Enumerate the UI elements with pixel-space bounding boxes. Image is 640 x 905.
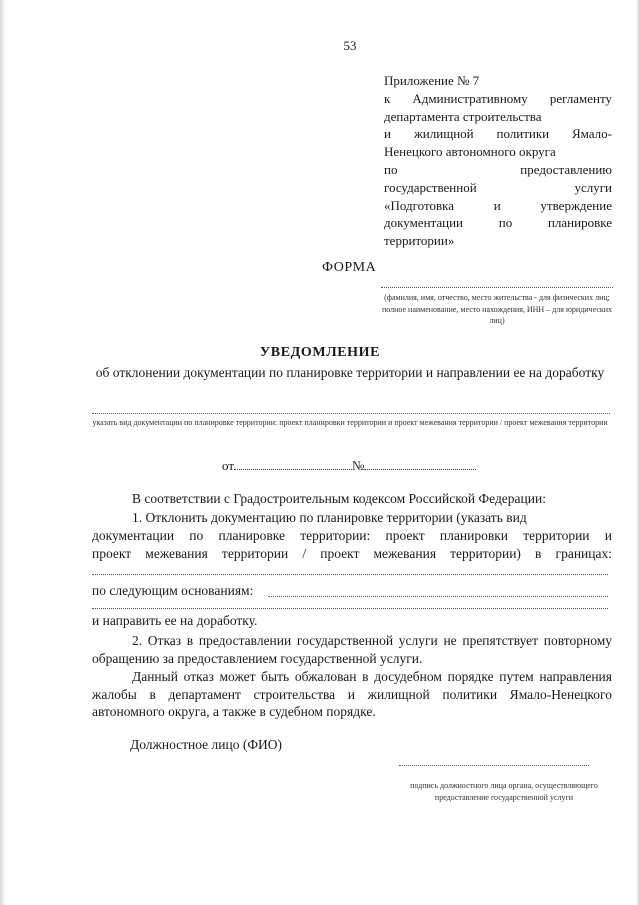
page-right-edge <box>636 0 640 905</box>
number-label: № <box>352 458 365 473</box>
grounds-label: по следующим основаниям: <box>92 583 254 598</box>
number-field[interactable] <box>364 459 476 470</box>
intro-paragraph: В соответствии с Градостроительным кодексом Российской Федерации: <box>132 491 546 506</box>
document-title: УВЕДОМЛЕНИЕ <box>259 345 381 360</box>
item1-line: 1. Отклонить документацию по планировке территории (указать вид <box>132 510 527 525</box>
return-text: и направить ее на доработку. <box>92 613 258 628</box>
appendix-line: к Административному регламенту <box>384 90 612 106</box>
boundaries-field[interactable] <box>92 574 608 575</box>
appendix-line: территории» <box>384 233 455 249</box>
appeal-paragraph: Данный отказ может быть обжалован в досудебном порядке путем направления жалобы в департамент строительства и жилищной политики Ямало-Ненецкого автономного округа, а также в судебном порядке. <box>92 669 612 719</box>
official-label: Должностное лицо (ФИО) <box>130 737 283 752</box>
doc-type-note: указать вид документации по планировке территории: проект планировки территории и проект межевания территории / проект межевания территории <box>92 418 608 427</box>
doc-type-field[interactable] <box>92 413 610 414</box>
appendix-line: по предоставлению <box>384 161 612 177</box>
date-field[interactable] <box>234 459 352 470</box>
grounds-field[interactable] <box>268 596 608 597</box>
signature-field[interactable] <box>399 765 589 766</box>
item1-line: документации по планировке территории: проект планировки территории и <box>92 528 612 543</box>
appendix-line: и жилищной политики Ямало- <box>384 126 612 142</box>
appendix-line: «Подготовка и утверждение <box>384 197 612 213</box>
appendix-line: государственной услуги <box>384 179 612 195</box>
item2-paragraph: 2. Отказ в предоставлении государственной услуги не препятствует повторному обращению за предоставлением государственной услуги. <box>92 633 612 666</box>
signature-note: подпись должностного лица органа, осуществляющего предоставление государственной услуги <box>410 781 598 802</box>
item1-line: проект межевания территории / проект межевания территории) в границах: <box>92 546 612 561</box>
recipient-field[interactable] <box>381 287 613 288</box>
document-subtitle: об отклонении документации по планировке территории и направлении ее на доработку <box>95 365 605 380</box>
date-number-line <box>222 458 476 474</box>
page-left-edge <box>0 0 6 905</box>
form-label: ФОРМА <box>322 260 377 275</box>
date-label: от <box>222 458 235 473</box>
appendix-line: департамента строительства <box>384 108 542 124</box>
appendix-block <box>384 72 612 250</box>
page-number: 53 <box>343 38 357 53</box>
appendix-line: документации по планировке <box>384 215 612 231</box>
appendix-line: Ненецкого автономного округа <box>384 144 556 160</box>
grounds-line <box>92 583 253 599</box>
grounds-field-2[interactable] <box>92 608 608 609</box>
appendix-line: Приложение № 7 <box>384 73 480 88</box>
recipient-note: (фамилия, имя, отчество, место жительства - для физических лиц; полное наименование, место нахождения, ИНН – для юридических лиц) <box>381 293 613 325</box>
